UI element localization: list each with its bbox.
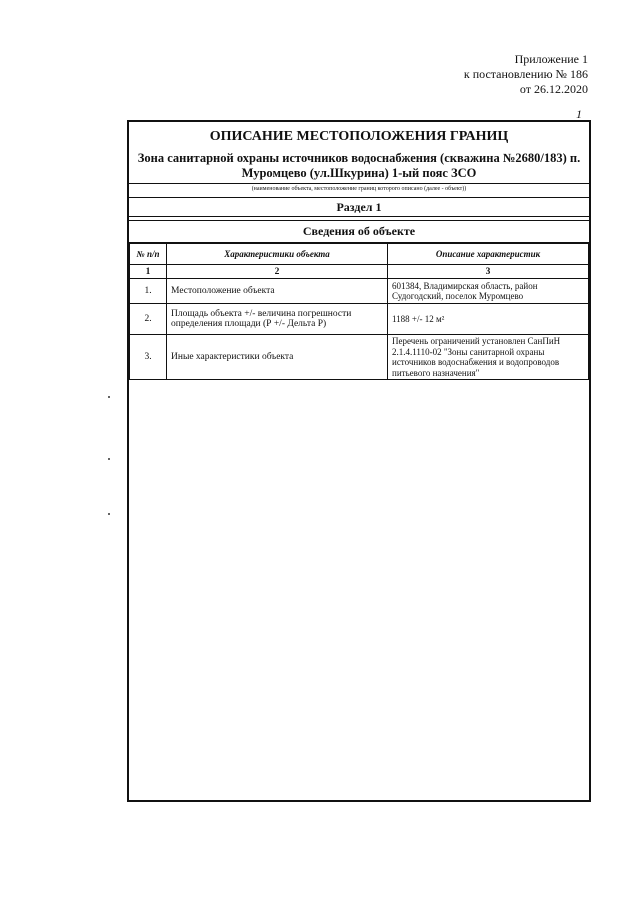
index-cell: 1 bbox=[130, 265, 167, 279]
header-number: № п/п bbox=[130, 244, 167, 265]
header-characteristics: Характеристики объекта bbox=[167, 244, 388, 265]
row-value: 1188 +/- 12 м² bbox=[388, 304, 589, 335]
table-row bbox=[130, 335, 589, 380]
info-heading: Сведения об объекте bbox=[129, 220, 589, 243]
scan-speck bbox=[108, 396, 110, 398]
appendix-block bbox=[464, 52, 588, 97]
page-number-mark: 1 bbox=[576, 107, 582, 121]
row-number: 2. bbox=[130, 304, 167, 335]
appendix-line-2: к постановлению № 186 bbox=[463, 67, 588, 81]
document-frame bbox=[127, 120, 591, 802]
object-caption: (наименование объекта, местоположение границ которого описано (далее - объект)) bbox=[129, 183, 589, 193]
row-characteristic: Иные характеристики объекта bbox=[167, 335, 388, 380]
row-number: 1. bbox=[130, 279, 167, 304]
row-value: Перечень ограничений установлен СанПиН 2.1.4.1110-02 "Зоны санитарной охраны источников водоснабжения и водопроводов питьевого назначения" bbox=[388, 335, 589, 380]
header-description: Описание характеристик bbox=[388, 244, 589, 265]
row-characteristic: Местоположение объекта bbox=[167, 279, 388, 304]
scan-speck bbox=[108, 513, 110, 515]
table-header-row bbox=[130, 244, 589, 265]
appendix-line-3: от 26.12.2020 bbox=[519, 82, 588, 96]
index-cell: 3 bbox=[388, 265, 589, 279]
table-row bbox=[130, 279, 589, 304]
object-table bbox=[129, 243, 589, 380]
document-subtitle: Зона санитарной охраны источников водоснабжения (скважина №2680/183) п. Муромцево (ул.Шкурина) 1-ый пояс ЗСО bbox=[137, 151, 581, 180]
table-index-row bbox=[130, 265, 589, 279]
row-value: 601384, Владимирская область, район Судогодский, поселок Муромцево bbox=[388, 279, 589, 304]
document-title: ОПИСАНИЕ МЕСТОПОЛОЖЕНИЯ ГРАНИЦ bbox=[209, 129, 509, 144]
scan-speck bbox=[108, 458, 110, 460]
appendix-line-1: Приложение 1 bbox=[514, 52, 588, 66]
table-row bbox=[130, 304, 589, 335]
row-number: 3. bbox=[130, 335, 167, 380]
section-heading: Раздел 1 bbox=[129, 197, 589, 217]
index-cell: 2 bbox=[167, 265, 388, 279]
row-characteristic: Площадь объекта +/- величина погрешности определения площади (Р +/- Дельта Р) bbox=[167, 304, 388, 335]
